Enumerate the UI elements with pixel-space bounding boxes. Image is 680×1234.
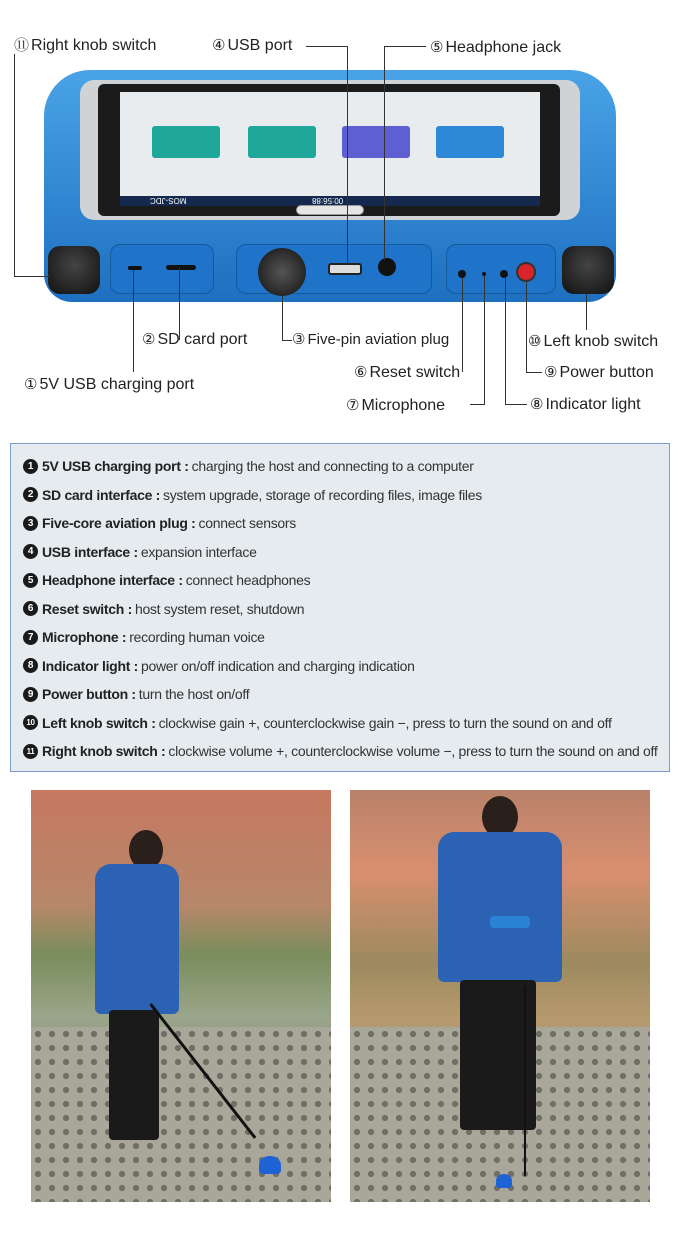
- legend-term: 5V USB charging port :: [42, 458, 189, 475]
- legend-row: [23, 709, 669, 738]
- person-jacket: [438, 832, 562, 982]
- left-port-panel: [110, 244, 214, 294]
- callout-sd-card-port: ② SD card port: [142, 331, 248, 348]
- legend-number-badge: 10: [23, 715, 38, 730]
- person-jacket: [95, 864, 179, 1014]
- legend-term: Reset switch :: [42, 600, 132, 617]
- device-screen: [120, 92, 540, 204]
- headphone-jack: [378, 258, 396, 276]
- legend-row: [23, 538, 669, 567]
- app-icon-teal-2: [248, 126, 316, 158]
- legend-number-badge: 8: [23, 658, 38, 673]
- spec-legend: [10, 443, 670, 772]
- device-diagram: [0, 0, 680, 430]
- legend-description: expansion interface: [140, 543, 257, 560]
- legend-term: Left knob switch :: [42, 714, 156, 731]
- power-button: [516, 262, 536, 282]
- probe-sensor: [259, 1156, 281, 1174]
- legend-term: Microphone :: [42, 629, 127, 646]
- statusbar-time: 00:56:88: [312, 196, 344, 205]
- app-icon-purple: [342, 126, 410, 158]
- legend-number-badge: 7: [23, 630, 38, 645]
- legend-term: Indicator light :: [42, 657, 139, 674]
- legend-number-badge: 5: [23, 573, 38, 588]
- legend-description: clockwise gain +, counterclockwise gain −, press to turn the sound on and off: [158, 714, 612, 731]
- legend-description: clockwise volume +, counterclockwise volume −, press to turn the sound on and off: [168, 743, 658, 760]
- callout-aviation-plug: ③ Five-pin aviation plug: [292, 331, 450, 348]
- legend-term: SD card interface :: [42, 486, 161, 503]
- legend-number-badge: 1: [23, 459, 38, 474]
- legend-term: Headphone interface :: [42, 572, 183, 589]
- legend-description: turn the host on/off: [138, 686, 250, 703]
- legend-description: connect headphones: [185, 572, 311, 589]
- callout-power-button: ⑨ Power button: [544, 364, 654, 381]
- callout-indicator-light: ⑧ Indicator light: [530, 396, 641, 413]
- person-pants: [109, 1010, 159, 1140]
- legend-number-badge: 11: [23, 744, 38, 759]
- legend-row: [23, 481, 669, 510]
- paving-ground: [31, 1027, 331, 1202]
- legend-description: charging the host and connecting to a computer: [191, 458, 474, 475]
- legend-row: [23, 652, 669, 681]
- legend-row: [23, 623, 669, 652]
- legend-description: host system reset, shutdown: [134, 600, 305, 617]
- statusbar-model: MOS-JDC: [150, 196, 187, 205]
- legend-number-badge: 2: [23, 487, 38, 502]
- legend-description: power on/off indication and charging indication: [141, 657, 415, 674]
- reset-switch: [458, 270, 466, 278]
- legend-description: recording human voice: [129, 629, 265, 646]
- legend-row: [23, 737, 669, 766]
- callout-left-knob-switch: ⑩ Left knob switch: [528, 333, 659, 350]
- right-knob-switch: [48, 246, 100, 294]
- callout-right-knob-switch: ⑪ Right knob switch: [14, 37, 157, 54]
- usb-charging-port: [128, 266, 142, 270]
- legend-number-badge: 3: [23, 516, 38, 531]
- legend-row: [23, 509, 669, 538]
- callout-usb-port: ④ USB port: [212, 37, 293, 54]
- app-icon-teal: [152, 126, 220, 158]
- callout-usb-charging-port: ① 5V USB charging port: [24, 376, 195, 393]
- legend-number-badge: 9: [23, 687, 38, 702]
- photo-outdoor-probe-use: [31, 790, 331, 1202]
- callout-microphone: ⑦ Microphone: [346, 397, 446, 414]
- sd-card-port: [166, 265, 196, 270]
- aviation-plug: [258, 248, 306, 296]
- legend-term: USB interface :: [42, 543, 138, 560]
- indicator-light: [500, 270, 508, 278]
- legend-term: Five-core aviation plug :: [42, 515, 196, 532]
- legend-term: Right knob switch :: [42, 743, 166, 760]
- legend-row: [23, 566, 669, 595]
- legend-description: connect sensors: [198, 515, 296, 532]
- legend-row: [23, 452, 669, 481]
- probe-sensor: [496, 1174, 512, 1188]
- legend-number-badge: 4: [23, 544, 38, 559]
- gear-icon: [436, 126, 504, 158]
- callout-reset-switch: ⑥ Reset switch: [354, 364, 461, 381]
- home-button: [296, 205, 364, 215]
- legend-row: [23, 680, 669, 709]
- legend-term: Power button :: [42, 686, 136, 703]
- photo-outdoor-listening: [350, 790, 650, 1202]
- sensor-cable: [524, 986, 526, 1176]
- left-knob-switch: [562, 246, 614, 294]
- legend-description: system upgrade, storage of recording files, image files: [163, 486, 482, 503]
- legend-number-badge: 6: [23, 601, 38, 616]
- callout-headphone-jack: ⑤ Headphone jack: [430, 39, 562, 56]
- legend-row: [23, 595, 669, 624]
- usb-port: [328, 263, 362, 275]
- handheld-device: [490, 916, 530, 928]
